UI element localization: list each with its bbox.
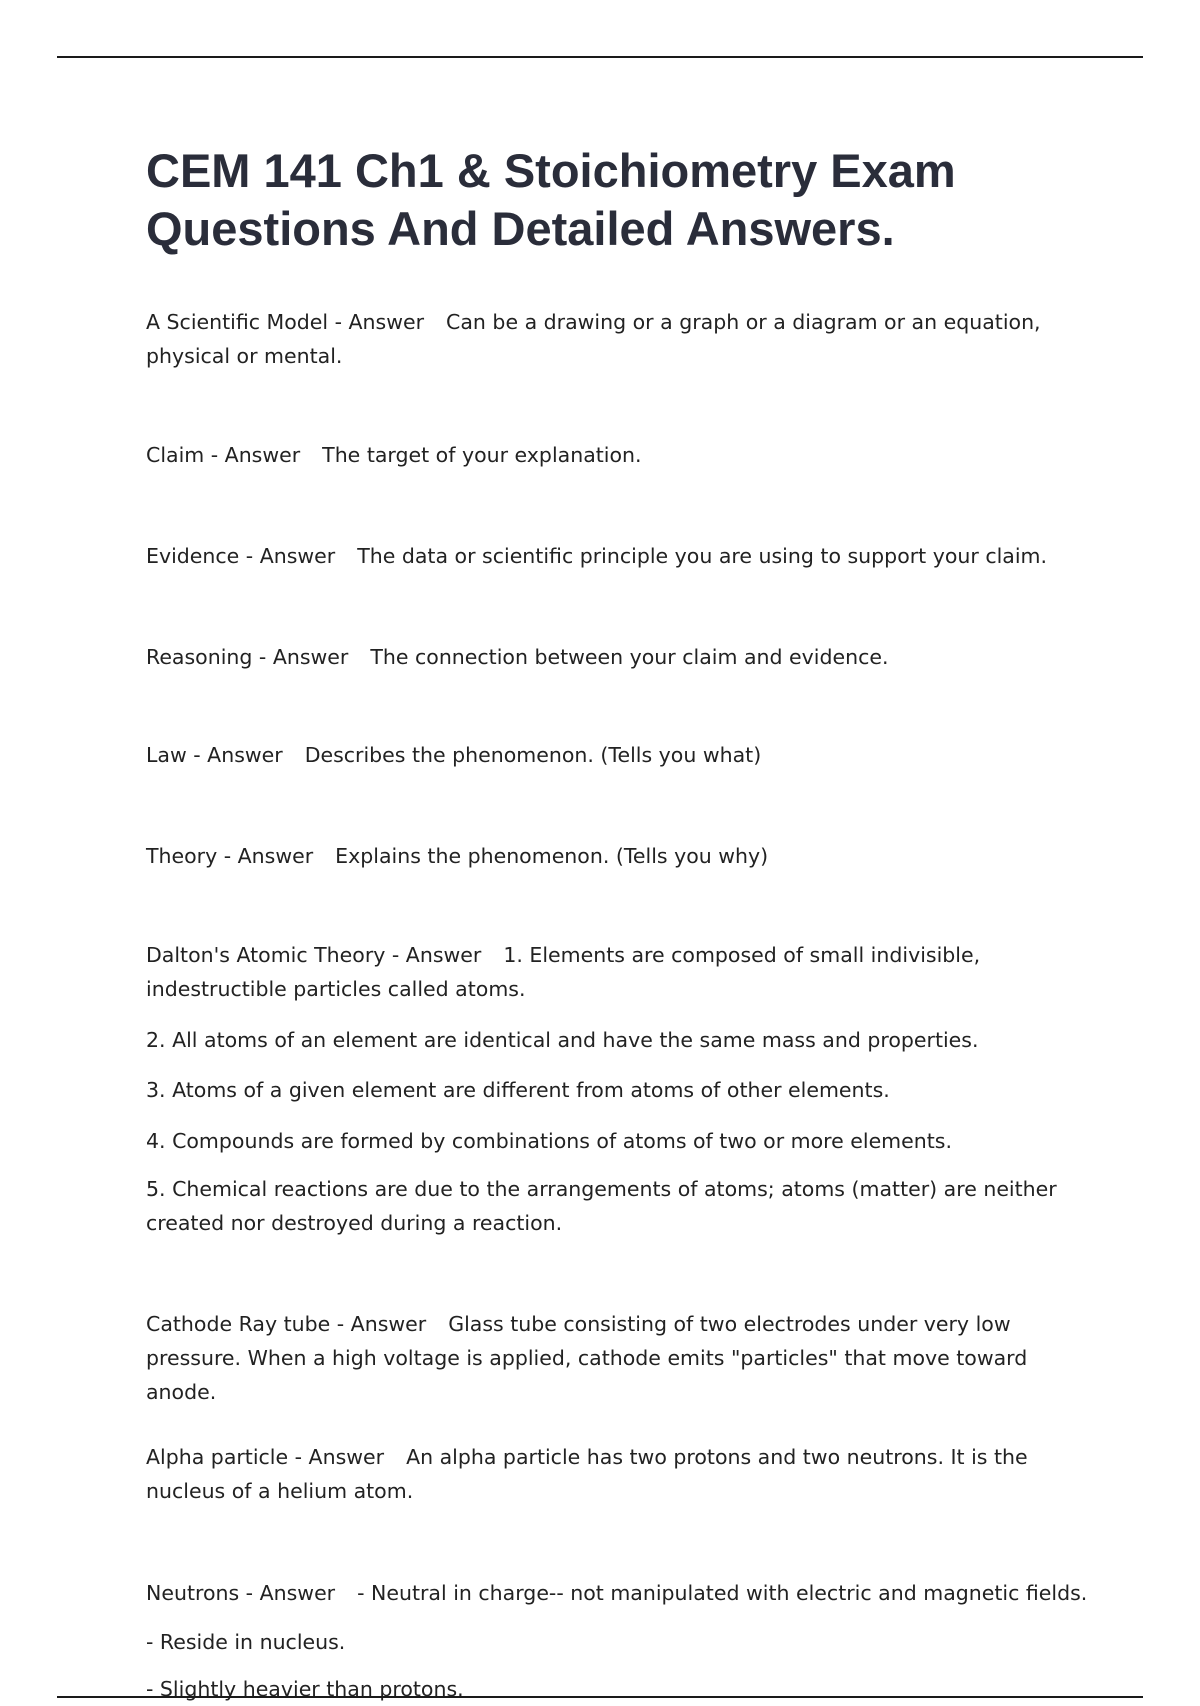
qa-entry-reasoning	[146, 640, 1096, 674]
top-rule	[57, 56, 1143, 58]
dalton-point-2: 2. All atoms of an element are identical and have the same mass and properties.	[146, 1028, 979, 1052]
neutrons-point-reside: - Reside in nucleus.	[146, 1630, 346, 1654]
qa-entry-alpha-particle	[146, 1440, 1096, 1508]
term: Theory - Answer	[146, 844, 314, 868]
answer: Explains the phenomenon. (Tells you why)	[335, 844, 769, 868]
term: Dalton's Atomic Theory - Answer	[146, 943, 482, 967]
qa-entry-dalton	[146, 938, 1096, 1006]
answer: The connection between your claim and evidence.	[370, 645, 889, 669]
answer: The target of your explanation.	[322, 443, 642, 467]
dalton-point-3: 3. Atoms of a given element are different from atoms of other elements.	[146, 1078, 890, 1102]
neutrons-point-heavier: - Slightly heavier than protons.	[146, 1677, 464, 1701]
term: Reasoning - Answer	[146, 645, 349, 669]
bottom-rule	[57, 1696, 1143, 1698]
term: Alpha particle - Answer	[146, 1445, 385, 1469]
page-title: CEM 141 Ch1 & Stoichiometry Exam Questions And Detailed Answers.	[146, 144, 956, 255]
dalton-point-4: 4. Compounds are formed by combinations of atoms of two or more elements.	[146, 1129, 952, 1153]
qa-entry-law	[146, 738, 1096, 772]
term: Cathode Ray tube - Answer	[146, 1312, 427, 1336]
term: Law - Answer	[146, 743, 283, 767]
answer: - Neutral in charge-- not manipulated with electric and magnetic fields.	[357, 1581, 1088, 1605]
term: Neutrons - Answer	[146, 1581, 336, 1605]
answer: 1. Elements are composed of small indivisible, indestructible particles called atoms.	[146, 943, 981, 1001]
term: A Scientific Model - Answer	[146, 310, 425, 334]
answer: An alpha particle has two protons and two neutrons. It is the nucleus of a helium atom.	[146, 1445, 1028, 1503]
dalton-point-5: 5. Chemical reactions are due to the arrangements of atoms; atoms (matter) are neither created nor destroyed during a reaction.	[146, 1177, 1057, 1235]
qa-entry-cathode-ray-tube	[146, 1307, 1096, 1409]
answer: Describes the phenomenon. (Tells you what)	[304, 743, 762, 767]
qa-entry-theory	[146, 839, 1096, 873]
qa-entry-neutrons	[146, 1576, 1096, 1610]
term: Evidence - Answer	[146, 544, 336, 568]
answer: Can be a drawing or a graph or a diagram or an equation, physical or mental.	[146, 310, 1041, 368]
answer: The data or scientific principle you are using to support your claim.	[357, 544, 1048, 568]
term: Claim - Answer	[146, 443, 301, 467]
answer: Glass tube consisting of two electrodes under very low pressure. When a high voltage is applied, cathode emits "particles" that move toward anode.	[146, 1312, 1028, 1404]
qa-entry-scientific-model	[146, 305, 1096, 373]
qa-entry-claim	[146, 438, 1096, 472]
qa-entry-evidence	[146, 539, 1096, 573]
